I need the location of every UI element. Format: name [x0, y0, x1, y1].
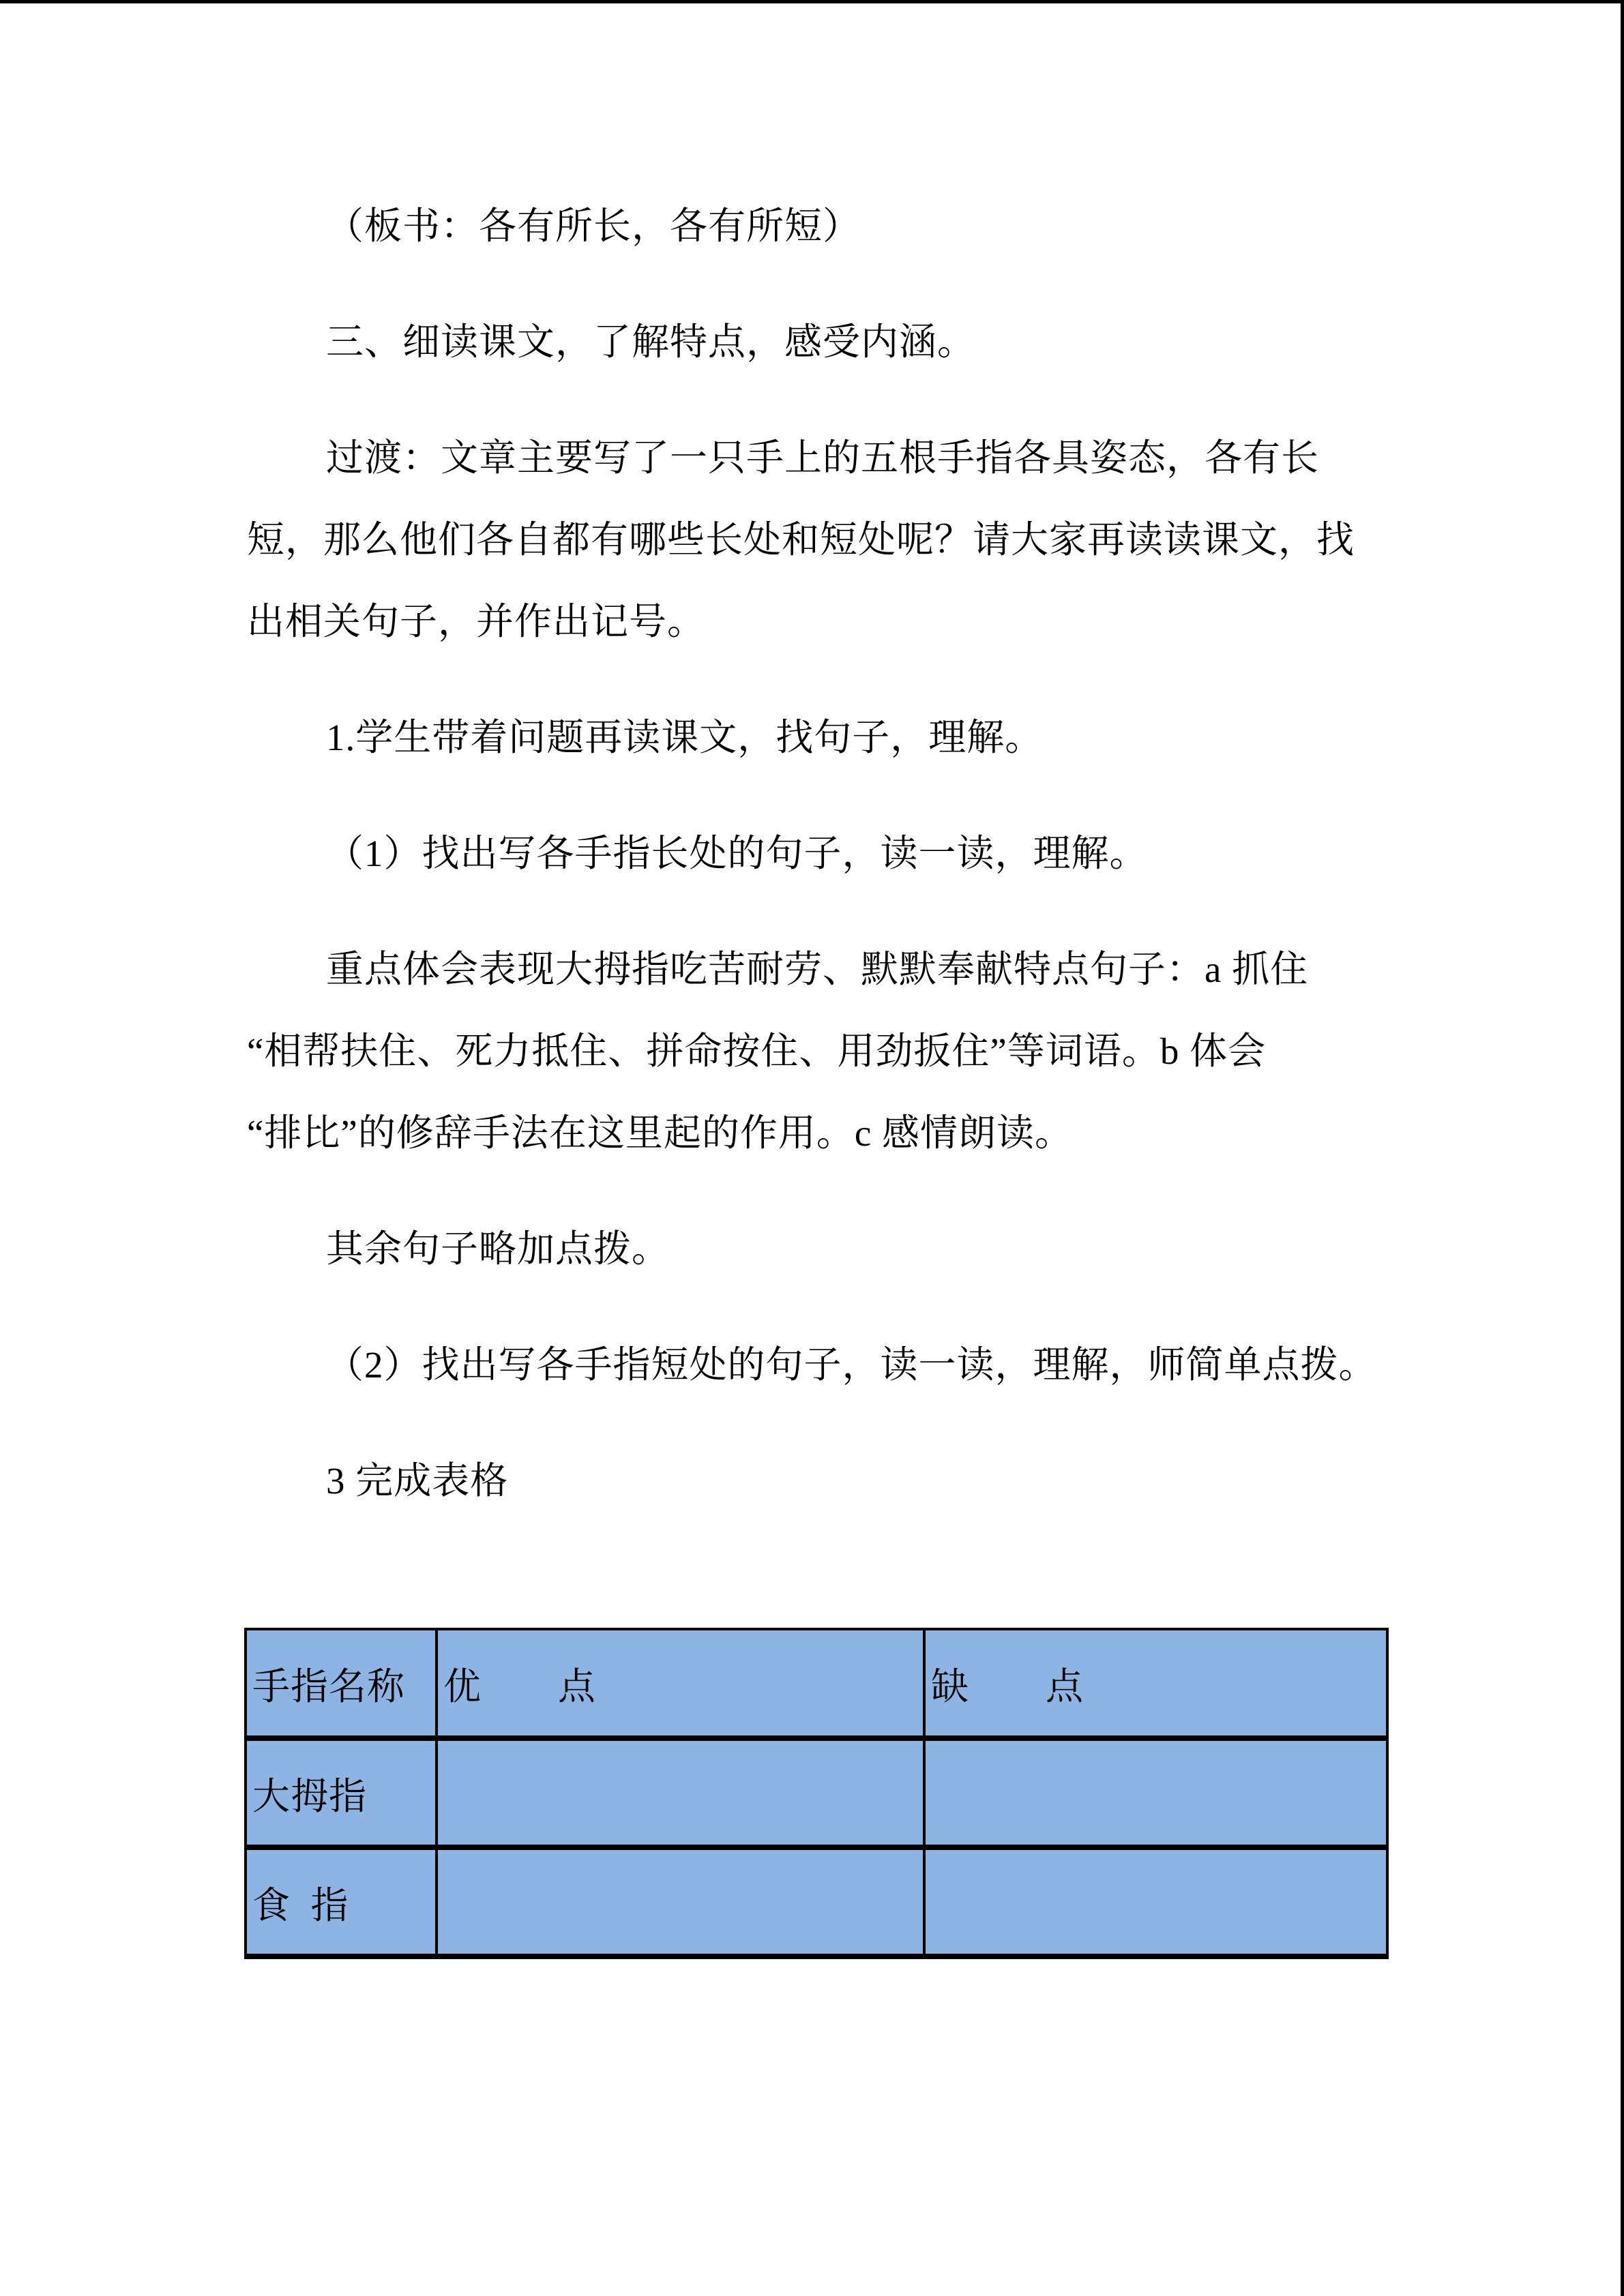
cell-finger-name: 大拇指	[246, 1738, 437, 1847]
paragraph-section-heading	[247, 301, 1400, 383]
header-cell-strengths: 优 点	[437, 1629, 924, 1738]
text-line: （1）找出写各手指长处的句子，读一读，理解。	[326, 833, 1148, 874]
paragraph-key-sentences	[247, 929, 1400, 1174]
text-line: “排比”的修辞手法在这里起的作用。c 感情朗读。	[247, 1112, 1073, 1154]
document-content	[247, 185, 1400, 1959]
header-cell-weaknesses: 缺 点	[924, 1629, 1387, 1738]
cell-strengths-empty	[437, 1847, 924, 1956]
page-right-border	[1621, 0, 1624, 2296]
paragraph-step1-2	[247, 1324, 1400, 1406]
text-line: 其余句子略加点拨。	[326, 1228, 670, 1270]
page-top-border	[0, 0, 1624, 3]
text-line: （板书：各有所长，各有所短）	[326, 205, 861, 247]
finger-comparison-table	[244, 1628, 1389, 1959]
text-line: 过渡：文章主要写了一只手上的五根手指各具姿态，各有长	[326, 437, 1320, 479]
cell-weaknesses-empty	[924, 1738, 1387, 1847]
text-line: （2）找出写各手指短处的句子，读一读，理解，师简单点拨。	[326, 1344, 1377, 1386]
table-header-row	[246, 1629, 1387, 1738]
paragraph-transition	[247, 417, 1400, 663]
cell-finger-name: 食 指	[246, 1847, 437, 1956]
table-row-thumb	[246, 1738, 1387, 1847]
header-cell-finger-name: 手指名称	[246, 1629, 437, 1738]
paragraph-banshu	[247, 185, 1400, 267]
text-line: 重点体会表现大拇指吃苦耐劳、默默奉献特点句子：a 抓住	[326, 949, 1309, 990]
paragraph-step1-1	[247, 813, 1400, 895]
table-row-index-finger	[246, 1847, 1387, 1956]
cell-strengths-empty	[437, 1738, 924, 1847]
text-line: 1.学生带着问题再读课文，找句子，理解。	[326, 717, 1044, 758]
text-line: 短，那么他们各自都有哪些长处和短处呢？请大家再读读课文，找	[247, 519, 1355, 561]
text-line: 三、细读课文，了解特点，感受内涵。	[326, 321, 976, 363]
cell-weaknesses-empty	[924, 1847, 1387, 1956]
text-line: 出相关句子，并作出记号。	[247, 601, 706, 642]
paragraph-other-sentences	[247, 1208, 1400, 1290]
text-line: “相帮扶住、死力抵住、拼命按住、用劲扳住”等词语。b 体会	[247, 1030, 1267, 1072]
text-line: 3 完成表格	[326, 1460, 509, 1502]
paragraph-step3-table	[247, 1440, 1400, 1522]
paragraph-step1	[247, 697, 1400, 779]
